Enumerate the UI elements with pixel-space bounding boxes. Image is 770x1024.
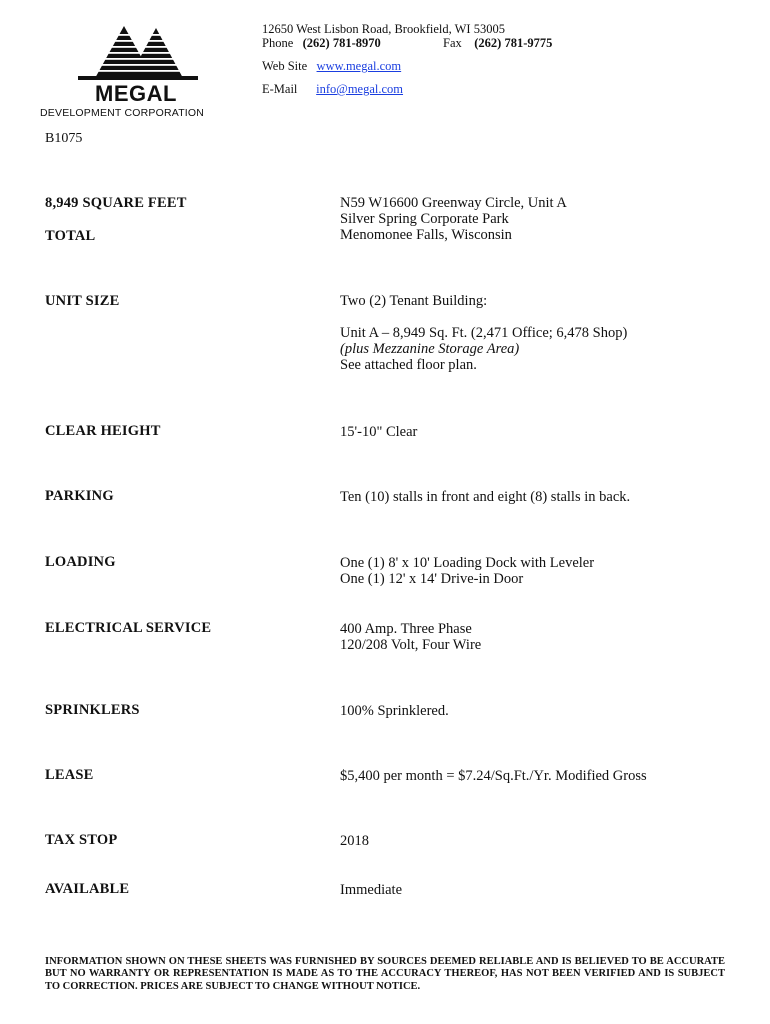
company-logo [38, 22, 238, 122]
website-line [262, 59, 401, 74]
lease-value: $5,400 per month = $7.24/Sq.Ft./Yr. Modified Gross [340, 768, 647, 784]
loading-label: LOADING [45, 554, 116, 570]
square-feet-label: 8,949 SQUARE FEET [45, 195, 187, 211]
available-label: AVAILABLE [45, 881, 130, 897]
email-link[interactable]: info@megal.com [316, 82, 404, 96]
electrical-line-2: 120/208 Volt, Four Wire [340, 637, 482, 653]
sprinklers-label: SPRINKLERS [45, 702, 140, 718]
total-label: TOTAL [45, 228, 96, 244]
fax-label: Fax [443, 36, 462, 50]
location-line-1: N59 W16600 Greenway Circle, Unit A [340, 195, 567, 211]
electrical-value [340, 621, 481, 653]
sprinklers-value: 100% Sprinklered. [340, 703, 449, 719]
parking-value: Ten (10) stalls in front and eight (8) stalls in back. [340, 489, 631, 505]
available-value: Immediate [340, 882, 403, 898]
unit-size-line-4: See attached floor plan. [340, 357, 477, 373]
tax-stop-label: TAX STOP [45, 832, 118, 848]
clear-height-label: CLEAR HEIGHT [45, 423, 161, 439]
unit-size-value [340, 293, 627, 373]
location-line-3: Menomonee Falls, Wisconsin [340, 227, 512, 243]
listing-code: B1075 [45, 131, 83, 146]
fax-number: (262) 781-9775 [474, 36, 553, 50]
property-location [340, 195, 567, 243]
email-line [262, 82, 403, 97]
website-label: Web Site [262, 59, 308, 73]
mountain-logo-icon [38, 22, 238, 84]
parking-label: PARKING [45, 488, 114, 504]
fax-line [443, 36, 552, 51]
phone-label: Phone [262, 36, 294, 50]
unit-size-label: UNIT SIZE [45, 293, 120, 309]
clear-height-value: 15'-10" Clear [340, 424, 418, 440]
logo-name: MEGAL [95, 81, 177, 106]
website-link[interactable]: www.megal.com [316, 59, 402, 73]
loading-line-2: One (1) 12' x 14' Drive-in Door [340, 571, 524, 587]
unit-size-line-2: Unit A – 8,949 Sq. Ft. (2,471 Office; 6,478 Shop) [340, 325, 628, 341]
logo-subtitle: DEVELOPMENT CORPORATION [40, 107, 205, 119]
phone-line [262, 36, 381, 51]
loading-value [340, 555, 594, 587]
electrical-line-1: 400 Amp. Three Phase [340, 621, 472, 637]
electrical-label: ELECTRICAL SERVICE [45, 620, 212, 636]
lease-label: LEASE [45, 767, 94, 783]
unit-size-line-3: (plus Mezzanine Storage Area) [340, 341, 520, 357]
location-line-2: Silver Spring Corporate Park [340, 211, 509, 227]
email-label: E-Mail [262, 82, 298, 96]
unit-size-line-1: Two (2) Tenant Building: [340, 293, 488, 309]
loading-line-1: One (1) 8' x 10' Loading Dock with Leveler [340, 555, 595, 571]
disclaimer: INFORMATION SHOWN ON THESE SHEETS WAS FURNISHED BY SOURCES DEEMED RELIABLE AND IS BELIEVED TO BE ACCURATE BUT NO WARRANTY OR REPRESENTATION IS MADE AS TO THE ACCURACY THEREOF, HAS NOT BEEN VERIFIED AND IS SUBJECT TO CORRECTION. PRICES ARE SUBJECT TO CHANGE WITHOUT NOTICE. [45, 956, 725, 992]
company-address: 12650 West Lisbon Road, Brookfield, WI 53005 [262, 22, 505, 36]
phone-number: (262) 781-8970 [302, 36, 381, 50]
tax-stop-value: 2018 [340, 833, 369, 849]
